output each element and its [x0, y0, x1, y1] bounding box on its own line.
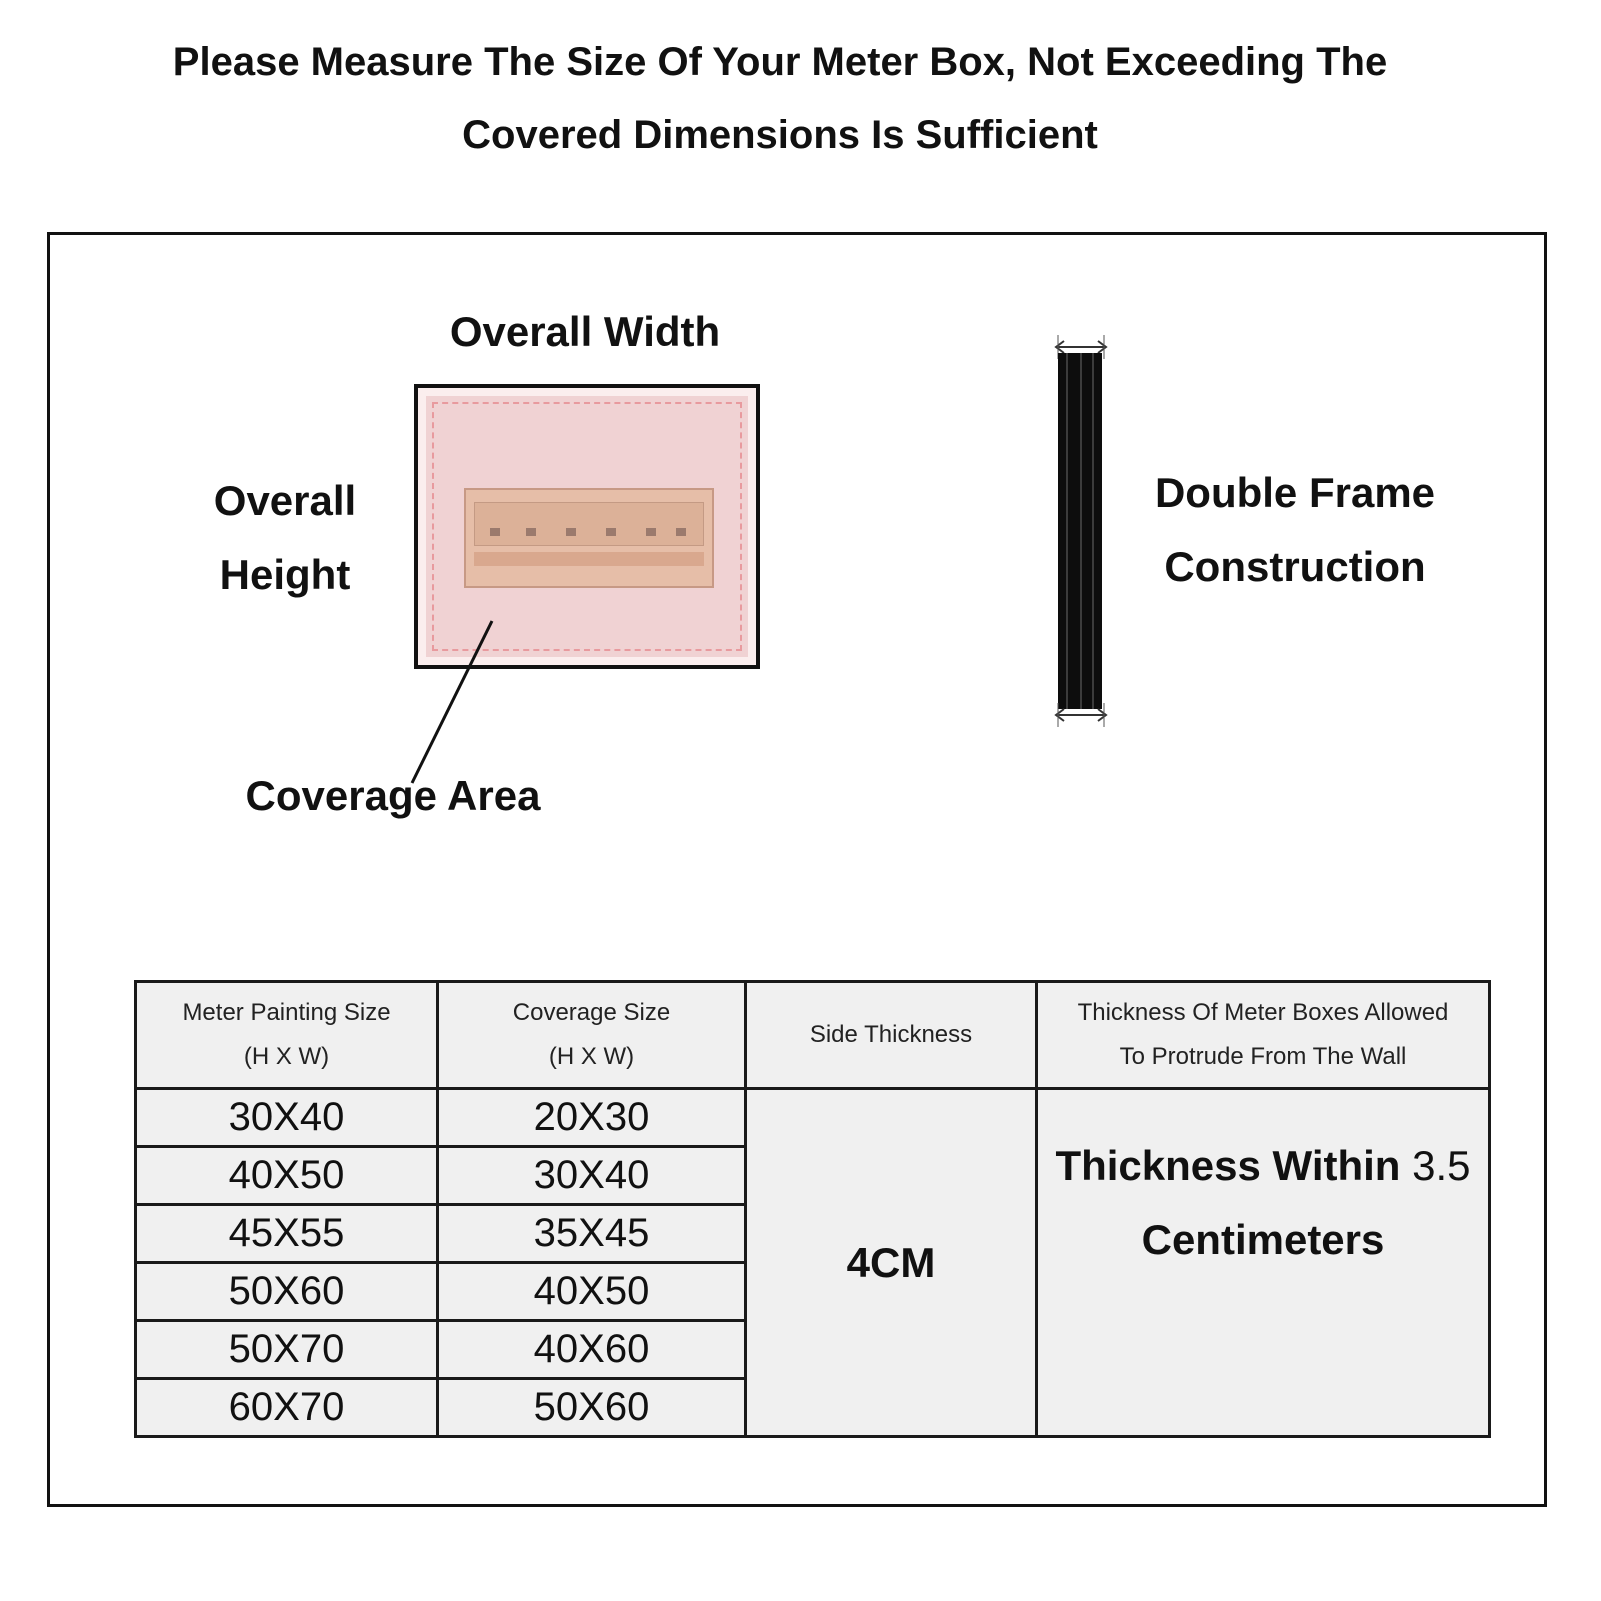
- frame-edge-line: [1080, 353, 1082, 709]
- double-frame-profile: [1058, 353, 1102, 709]
- protrude-line-1: Thickness Within: [1055, 1141, 1401, 1189]
- painting-size-cell: 30X40: [136, 1089, 438, 1147]
- protrude-thickness-value: [1038, 1129, 1488, 1397]
- breaker-terminal-strip: [474, 552, 704, 566]
- frame-edge-line: [1066, 353, 1068, 709]
- coverage-size-cell: 50X60: [438, 1379, 746, 1437]
- painting-size-cell: 50X60: [136, 1263, 438, 1321]
- breaker-switch-icon: [526, 528, 536, 536]
- painting-size-cell: 50X70: [136, 1321, 438, 1379]
- header-line: Side Thickness: [809, 1021, 973, 1048]
- header-line: (H X W): [243, 1043, 330, 1070]
- table-header-row: [136, 982, 1490, 1089]
- coverage-size-cell: 35X45: [438, 1205, 746, 1263]
- header-line: Meter Painting Size: [182, 999, 391, 1026]
- breaker-switch-icon: [606, 528, 616, 536]
- overall-height-label: [190, 464, 380, 612]
- header-meter-painting-size: [136, 982, 438, 1089]
- breaker-switch-icon: [490, 528, 500, 536]
- coverage-area-label: Coverage Area: [245, 772, 541, 819]
- protrude-number: 3.5: [1412, 1141, 1471, 1189]
- frame-edge-line: [1092, 353, 1094, 709]
- protrude-line-2: Centimeters: [1141, 1215, 1385, 1263]
- painting-size-cell: 45X55: [136, 1205, 438, 1263]
- table-row: [136, 1089, 1490, 1147]
- breaker-row: [474, 502, 704, 546]
- header-side-thickness: [746, 982, 1037, 1089]
- header-line: (H X W): [548, 1043, 635, 1070]
- painting-size-cell: 40X50: [136, 1147, 438, 1205]
- breaker-switch-icon: [676, 528, 686, 536]
- overall-height-line-1: Overall: [213, 477, 357, 524]
- coverage-size-cell: 20X30: [438, 1089, 746, 1147]
- coverage-size-cell: 40X50: [438, 1263, 746, 1321]
- coverage-size-cell: 40X60: [438, 1321, 746, 1379]
- breaker-switch-icon: [566, 528, 576, 536]
- headline-line-1: Please Measure The Size Of Your Meter Box, Not Exceeding The: [172, 40, 1388, 84]
- size-table: [134, 980, 1491, 1438]
- protrude-thickness-cell: [1037, 1089, 1490, 1437]
- overall-width-label: Overall Width: [449, 308, 721, 355]
- header-line: Thickness Of Meter Boxes Allowed: [1077, 999, 1449, 1026]
- coverage-size-cell: 30X40: [438, 1147, 746, 1205]
- headline-line-2: Covered Dimensions Is Sufficient: [462, 113, 1098, 157]
- header-line: Coverage Size: [512, 999, 671, 1026]
- overall-height-line-2: Height: [219, 551, 351, 598]
- double-frame-line-1: Double Frame: [1154, 469, 1436, 516]
- breaker-switch-icon: [646, 528, 656, 536]
- header-protrude-thickness: [1037, 982, 1490, 1089]
- thickness-arrow-bottom-icon: [1052, 701, 1112, 729]
- header-coverage-size: [438, 982, 746, 1089]
- painting-size-cell: 60X70: [136, 1379, 438, 1437]
- header-line: To Protrude From The Wall: [1119, 1043, 1407, 1070]
- double-frame-line-2: Construction: [1164, 543, 1426, 590]
- breaker-panel-icon: [464, 488, 714, 588]
- side-thickness-value: 4CM: [846, 1238, 936, 1286]
- side-thickness-cell: [746, 1089, 1037, 1437]
- double-frame-label: [1130, 456, 1460, 604]
- coverage-pointer-line: [400, 615, 500, 790]
